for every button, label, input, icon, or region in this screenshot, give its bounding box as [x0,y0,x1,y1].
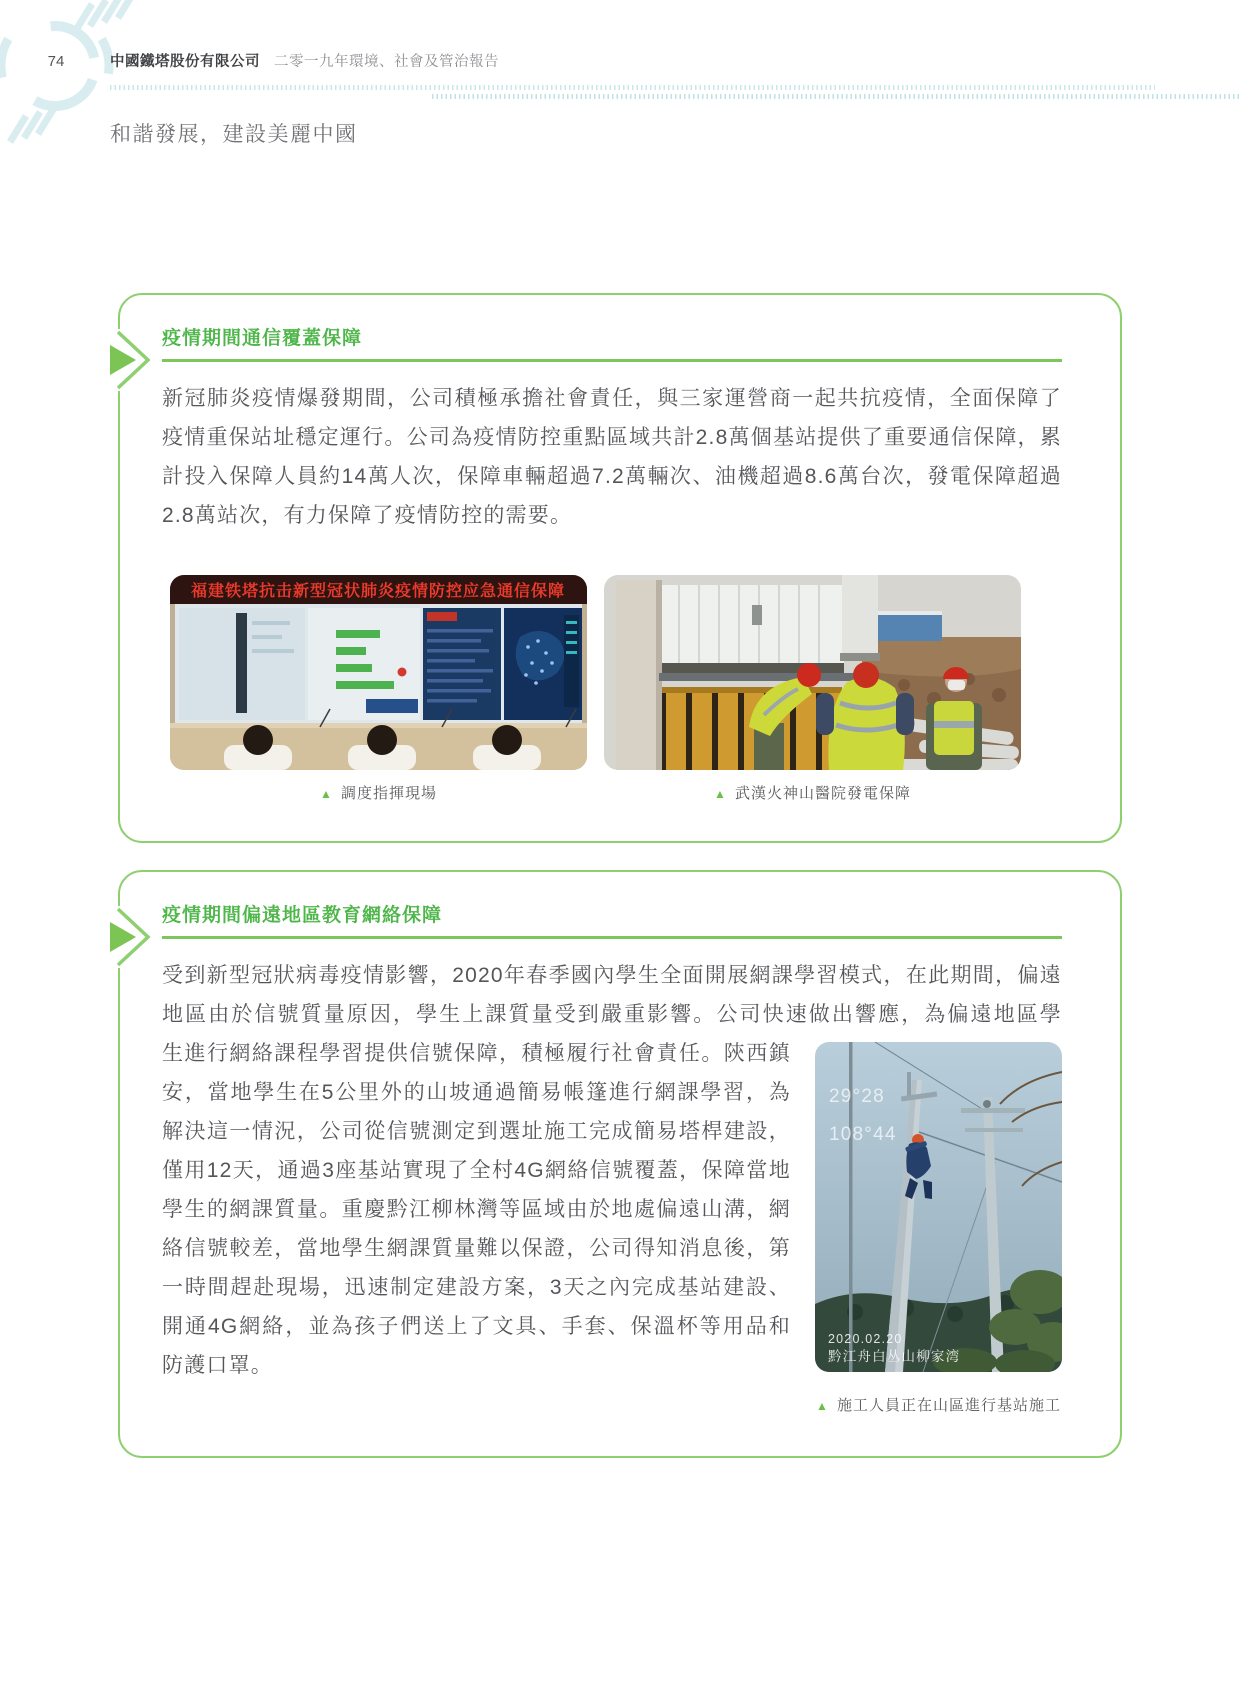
report-header [110,50,499,71]
caption-text: 調度指揮現場 [340,785,437,802]
gps-longitude-overlay: 108°44 [829,1124,897,1145]
divider-tick-line-bottom [432,94,1240,99]
caption-command-center [170,782,587,803]
title-underline [162,936,1062,939]
case1-caption-row [170,782,1021,803]
case-box-epidemic-communication [118,293,1122,843]
title-underline [162,359,1062,362]
caption-triangle-icon: ▲ [714,787,727,801]
case2-title: 疫情期間偏遠地區教育網絡保障 [162,905,443,926]
case2-body-start: 受到新型冠狀病毒疫情影響，2020年春季國內學生全面開展網課學習模式，在此期間，偏遠地區由於信號質量原因，學生上課質量受到嚴重影響。公司快速做出響應，為偏遠地區學 [162,964,1062,1026]
caption-triangle-icon: ▲ [816,1399,829,1413]
photo-pole-construction-figure [815,1042,1062,1426]
case1-title: 疫情期間通信覆蓋保障 [162,328,363,349]
photo-dispatch-command-center [170,575,587,770]
case-box-remote-education [118,870,1122,1458]
chevron-marker-icon [108,329,154,391]
company-name: 中國鐵塔股份有限公司 [110,54,260,70]
case1-photo-row [170,575,1021,770]
case1-body-text: 新冠肺炎疫情爆發期間，公司積極承擔社會責任，與三家運營商一起共抗疫情，全面保障了疫情重保站址穩定運行。公司為疫情防控重點區域共計2.8萬個基站提供了重要通信保障，累計投入保障人員約14萬人次，保障車輛超過7.2萬輛次、油機超過8.6萬台次，發電保障超過2.8萬站次，有力保障了疫情防控的需要。 [162,387,1062,527]
caption-pole-construction [815,1386,1062,1426]
page-number: 74 [47,53,65,70]
chevron-marker-icon [108,906,154,968]
section-title: 和諧發展，建設美麗中國 [110,123,358,146]
caption-hospital [604,782,1021,803]
photo-date-overlay: 2020.02.20 [828,1332,903,1346]
photo-pole-construction [815,1042,1062,1372]
photo-huoshenshan-site [604,575,1021,770]
divider-tick-line-top [110,85,1155,90]
gps-latitude-overlay: 29°28 [829,1086,885,1107]
caption-text: 施工人員正在山區進行基站施工 [836,1397,1061,1414]
report-title: 二零一九年環境、社會及管治報告 [274,54,499,70]
caption-triangle-icon: ▲ [320,787,333,801]
led-banner-text: 福建铁塔抗击新型冠状肺炎疫情防控应急通信保障 [190,583,566,600]
caption-text: 武漢火神山醫院發電保障 [734,785,911,802]
photo-location-overlay: 黔江舟白丛山柳家湾 [828,1349,961,1364]
case2-body [162,956,1062,1426]
case2-body-wrap: 生進行網絡課程學習提供信號保障，積極履行社會責任。陝西鎮安，當地學生在5公里外的山坡通過簡易帳篷進行網課學習，為解決這一情況，公司從信號測定到選址施工完成簡易塔桿建設，僅用12天，通過3座基站實現了全村4G網絡信號覆蓋，保障當地學生的網課質量。重慶黔江柳林灣等區域由於地處偏遠山溝，網絡信號較差，當地學生網課質量難以保證，公司得知消息後，第一時間趕赴現場，迅速制定建設方案，3天之內完成基站建設、開通4G網絡，並為孩子們送上了文具、手套、保溫杯等用品和防護口罩。 [162,1042,791,1377]
